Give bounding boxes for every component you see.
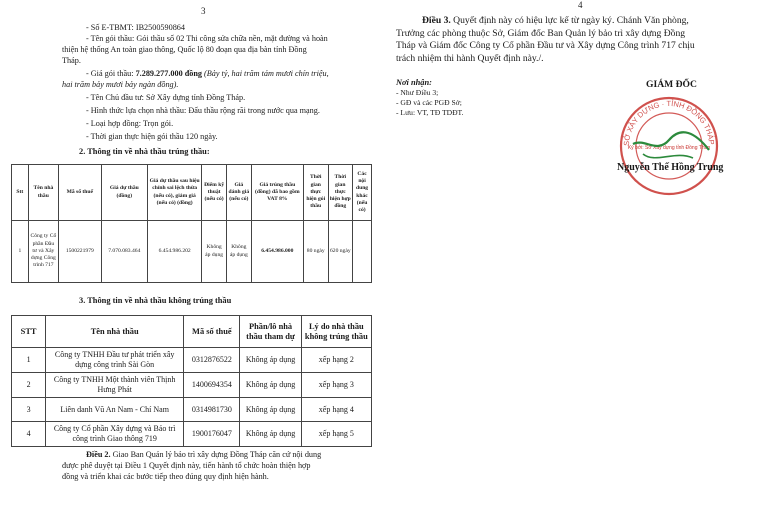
stamp-ring-text: SỞ XÂY DỰNG · TỈNH ĐỒNG THÁP	[621, 98, 717, 147]
table1-header-row	[12, 165, 372, 221]
cell-reason: xếp hạng 5	[301, 422, 371, 447]
recipient-item: - Như Điều 3;	[396, 88, 439, 97]
cell-award-price: 6.454.986.000	[251, 221, 303, 283]
cell-tech-score: Không áp dụng	[202, 221, 227, 283]
cell-lot: Không áp dụng	[240, 398, 301, 422]
col-stt: Stt	[12, 165, 29, 221]
cell-tax-code: 0312876522	[184, 348, 240, 373]
article-2-text: Giao Ban Quản lý bảo trì xây dựng Đồng Tháp căn cứ nội dung	[110, 450, 322, 459]
table2-header-row	[12, 316, 372, 348]
cell-bidder: Công ty Cổ phần Xây dựng và Bảo trì công trình Giao thông 719	[46, 422, 184, 447]
col-bid-price: Giá dự thầu (đồng)	[101, 165, 148, 221]
contract-type-line: - Loại hợp đồng: Trọn gói.	[86, 119, 174, 128]
package-name-cont: thiện hệ thống An toàn giao thông, Quốc lộ 80 đoạn qua địa bàn tỉnh Đồng	[62, 45, 307, 54]
package-price-words-cont	[60, 79, 382, 90]
col-other: Các nội dung khác (nếu có)	[353, 165, 372, 221]
table-row	[12, 422, 372, 447]
cell-other	[353, 221, 372, 283]
etbmt-line: - Số E-TBMT: IB2500590864	[86, 23, 185, 32]
col-reason: Lý do nhà thầu không trúng thầu	[301, 316, 371, 348]
cell-bidder: Công ty TNHH Đầu tư phát triển xây dựng công trình Sài Gòn	[46, 348, 184, 373]
page-number-right: 4	[578, 0, 583, 10]
cell-tax-code: 1400694354	[184, 373, 240, 398]
cell-stt: 2	[12, 373, 46, 398]
col-adjusted-price: Giá dự thầu sau hiệu chỉnh sai lệch thừa (nếu có), giảm giá (nếu có) (đồng)	[148, 165, 202, 221]
package-price-words: (Bảy tỷ, hai trăm tám mươi chín triệu,	[202, 69, 329, 78]
col-bidder: Tên nhà thầu	[46, 316, 184, 348]
cell-adjusted-price: 6.454.986.202	[148, 221, 202, 283]
cell-stt: 1	[12, 348, 46, 373]
col-award-price: Giá trúng thầu (đồng) đã bao gồm VAT 8%	[251, 165, 303, 221]
article-3-block	[396, 15, 764, 65]
article-2-line-3: đồng và triển khai các bước tiếp theo đúng quy định hiện hành.	[62, 472, 269, 481]
col-tax-code: Mã số thuế	[184, 316, 240, 348]
signer-title: GIÁM ĐỐC	[646, 79, 697, 90]
col-contract-duration: Thời gian thực hiện hợp đồng	[328, 165, 353, 221]
section-3-heading: 3. Thông tin về nhà thầu không trúng thầu	[79, 296, 232, 305]
signer-name: Nguyễn Thế Hồng Trung	[617, 162, 724, 173]
col-tax-code: Mã số thuế	[59, 165, 102, 221]
col-tech-score: Điểm kỹ thuật (nếu có)	[202, 165, 227, 221]
col-stt: STT	[12, 316, 46, 348]
cell-bidder: Công ty TNHH Một thành viên Thịnh Hưng Phát	[46, 373, 184, 398]
investor-line: - Tên Chủ đầu tư: Sở Xây dựng tỉnh Đồng Tháp.	[86, 93, 246, 102]
article-3-line-3: Tháp và Giám đốc Công ty Cổ phần Đầu tư và Xây dựng Công trình 717 chịu	[396, 40, 695, 52]
table-row	[12, 348, 372, 373]
article-3-label: Điều 3.	[422, 15, 451, 26]
article-2-label: Điều 2.	[86, 450, 111, 459]
col-evaluated-price: Giá đánh giá (nếu có)	[226, 165, 251, 221]
article-3-line-4: trách nhiệm thi hành Quyết định này./.	[396, 52, 544, 64]
losing-bidder-table	[11, 315, 372, 447]
article-3-text: Quyết định này có hiệu lực kể từ ngày ký. Chánh Văn phòng,	[450, 15, 689, 26]
cell-bidder: Công ty Cổ phần Đầu tư và Xây dựng Công trình 717	[28, 221, 58, 283]
signature-stroke-2	[643, 154, 693, 158]
winning-bidder-table	[11, 164, 372, 283]
col-package-duration: Thời gian thực hiện gói thầu	[303, 165, 328, 221]
article-2-line-1	[60, 449, 382, 460]
col-bidder: Tên nhà thầu	[28, 165, 58, 221]
cell-stt: 3	[12, 398, 46, 422]
stamp-inner-text: Ký bởi: Sở Xây dựng tỉnh Đồng Tháp	[627, 145, 711, 151]
cell-reason: xếp hạng 4	[301, 398, 371, 422]
recipient-item: - GĐ và các PGĐ Sở;	[396, 98, 462, 107]
table-row	[12, 373, 372, 398]
recipients-block	[396, 78, 464, 118]
cell-tax-code: 1500221979	[59, 221, 102, 283]
cell-lot: Không áp dụng	[240, 373, 301, 398]
cell-stt: 1	[12, 221, 29, 283]
package-price-label: - Giá gói thầu:	[86, 69, 136, 78]
cell-evaluated-price: Không áp dụng	[226, 221, 251, 283]
package-price-words-end: hai trăm bảy mươi bảy ngàn đồng).	[62, 80, 179, 89]
recipients-title: Nơi nhận:	[396, 78, 432, 87]
package-price-value: 7.289.277.000 đồng	[135, 69, 202, 78]
cell-bidder: Liên danh Vũ An Nam - Chí Nam	[46, 398, 184, 422]
package-price-line	[60, 68, 382, 79]
article-3-line-2: Trưởng các phòng thuộc Sở, Giám đốc Ban Quản lý bảo trì xây dựng Đồng	[396, 27, 686, 39]
recipient-item: - Lưu: VT, TĐ TDĐT.	[396, 108, 464, 117]
official-stamp	[615, 92, 723, 205]
page-number-left: 3	[201, 6, 206, 16]
cell-stt: 4	[12, 422, 46, 447]
article-2-block	[60, 449, 382, 482]
cell-bid-price: 7.070.083.464	[101, 221, 148, 283]
article-3-line-1	[396, 15, 764, 28]
table-row	[12, 398, 372, 422]
cell-lot: Không áp dụng	[240, 422, 301, 447]
col-lot: Phần/lô nhà thầu tham dự	[240, 316, 301, 348]
cell-reason: xếp hạng 2	[301, 348, 371, 373]
cell-tax-code: 1900176047	[184, 422, 240, 447]
cell-contract-duration: 620 ngày	[328, 221, 353, 283]
selection-method-line: - Hình thức lựa chọn nhà thầu: Đấu thầu rộng rãi trong nước qua mạng.	[86, 106, 320, 115]
bid-info-block	[60, 22, 382, 142]
duration-line: - Thời gian thực hiện gói thầu 120 ngày.	[86, 132, 218, 141]
stamp-seal-icon	[615, 92, 723, 200]
article-2-line-2: được phê duyệt tại Điều 1 Quyết định này, tiến hành tổ chức hoàn thiện hợp	[62, 461, 311, 470]
table-row	[12, 221, 372, 283]
section-2-heading: 2. Thông tin về nhà thầu trúng thầu:	[79, 147, 210, 156]
cell-package-duration: 80 ngày	[303, 221, 328, 283]
cell-lot: Không áp dụng	[240, 348, 301, 373]
package-name-line: - Tên gói thầu: Gói thầu số 02 Thi công sửa chữa nền, mặt đường và hoàn	[86, 34, 328, 43]
cell-reason: xếp hạng 3	[301, 373, 371, 398]
cell-tax-code: 0314981730	[184, 398, 240, 422]
package-name-end: Tháp.	[62, 56, 81, 65]
